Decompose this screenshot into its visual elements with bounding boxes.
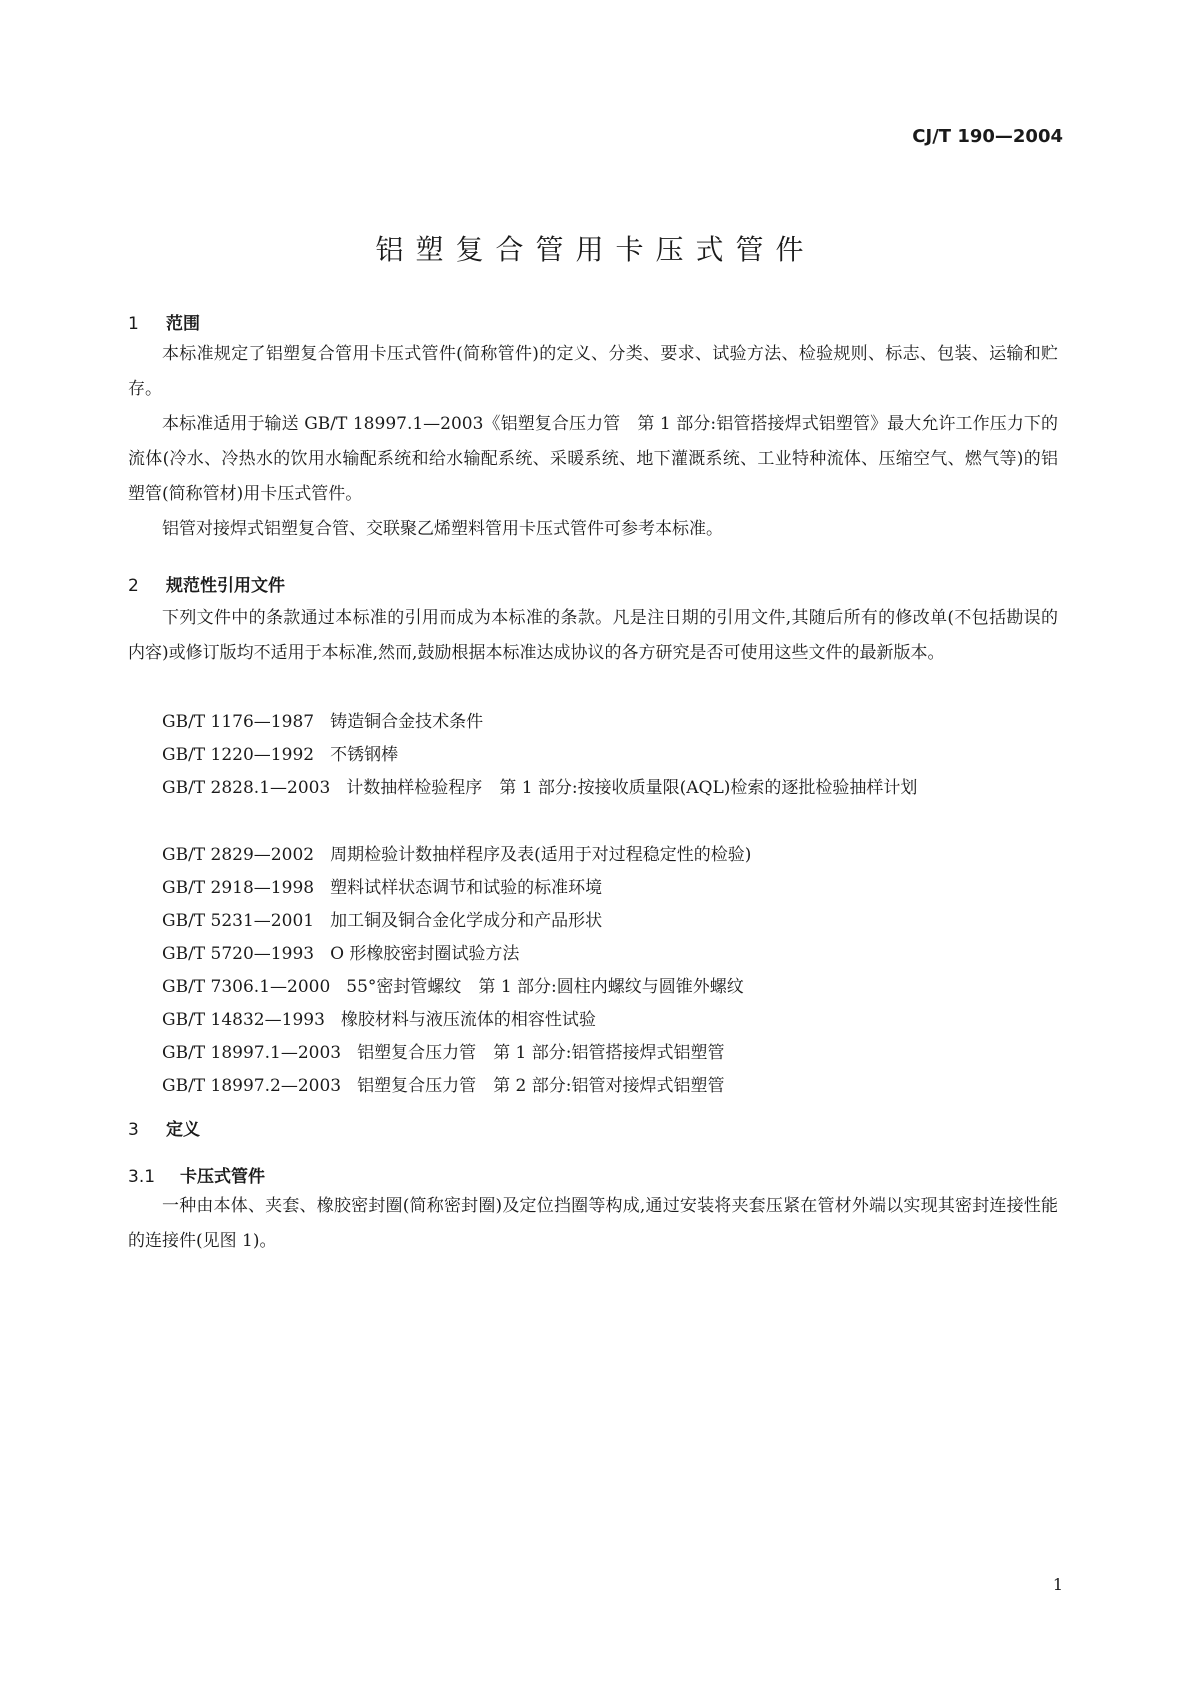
- reference-item: [128, 1036, 1058, 1071]
- paragraph: 本标准规定了铝塑复合管用卡压式管件(简称管件)的定义、分类、要求、试验方法、检验规则、标志、包装、运输和贮存。: [128, 344, 1058, 399]
- reference-title: O 形橡胶密封圈试验方法: [330, 944, 520, 964]
- reference-code: GB/T 14832—1993: [162, 1010, 325, 1030]
- reference-code: GB/T 5231—2001: [162, 911, 315, 931]
- section-number: 1: [128, 314, 139, 334]
- paragraph: 本标准适用于输送 GB/T 18997.1—2003《铝塑复合压力管 第 1 部分:铝管搭接焊式铝塑管》最大允许工作压力下的流体(冷水、冷热水的饮用水输配系统和给水输配系统、采暖系统、地下灌溉系统、工业特种流体、压缩空气、燃气等)的铝塑管(简称管材)用卡压式管件。: [128, 414, 1058, 504]
- reference-item: [128, 937, 1058, 972]
- section-title: 范围: [166, 314, 200, 334]
- reference-code: GB/T 18997.2—2003: [162, 1076, 342, 1096]
- subsection-3-1-heading: [128, 1162, 265, 1187]
- reference-code: GB/T 18997.1—2003: [162, 1043, 342, 1063]
- reference-item: [128, 1069, 1058, 1104]
- reference-title: 计数抽样检验程序 第 1 部分:按接收质量限(AQL)检索的逐批检验抽样计划: [346, 778, 918, 798]
- section-number: 2: [128, 576, 139, 596]
- reference-code: GB/T 2918—1998: [162, 878, 315, 898]
- paragraph: 下列文件中的条款通过本标准的引用而成为本标准的条款。凡是注日期的引用文件,其随后所有的修改单(不包括勘误的内容)或修订版均不适用于本标准,然而,鼓励根据本标准达成协议的各方研究是否可使用这些文件的最新版本。: [128, 608, 1058, 663]
- reference-code: GB/T 7306.1—2000: [162, 977, 331, 997]
- section-2-heading: [128, 571, 285, 596]
- reference-title: 橡胶材料与液压流体的相容性试验: [340, 1010, 596, 1030]
- standard-code: CJ/T 190—2004: [912, 126, 1063, 147]
- reference-item: [128, 838, 1058, 873]
- reference-item: [128, 970, 1058, 1005]
- reference-title: 55°密封管螺纹 第 1 部分:圆柱内螺纹与圆锥外螺纹: [346, 977, 744, 997]
- section-title: 定义: [166, 1120, 200, 1140]
- reference-item: [128, 871, 1058, 906]
- reference-title: 铝塑复合压力管 第 1 部分:铝管搭接焊式铝塑管: [357, 1043, 725, 1063]
- reference-code: GB/T 1220—1992: [162, 745, 315, 765]
- reference-title: 铸造铜合金技术条件: [330, 712, 484, 732]
- reference-item: [128, 771, 1058, 806]
- paragraph: 一种由本体、夹套、橡胶密封圈(简称密封圈)及定位挡圈等构成,通过安装将夹套压紧在管材外端以实现其密封连接性能的连接件(见图 1)。: [128, 1196, 1058, 1251]
- section-1-heading: [128, 309, 200, 334]
- reference-title: 不锈钢棒: [330, 745, 399, 765]
- reference-title: 铝塑复合压力管 第 2 部分:铝管对接焊式铝塑管: [357, 1076, 725, 1096]
- reference-item: [128, 705, 1058, 740]
- page-number: 1: [1052, 1575, 1063, 1594]
- section-title: 规范性引用文件: [166, 576, 285, 596]
- reference-title: 塑料试样状态调节和试验的标准环境: [330, 878, 603, 898]
- subsection-number: 3.1: [128, 1167, 156, 1187]
- reference-code: GB/T 5720—1993: [162, 944, 315, 964]
- reference-code: GB/T 1176—1987: [162, 712, 315, 732]
- subsection-title: 卡压式管件: [180, 1167, 265, 1187]
- section-number: 3: [128, 1120, 139, 1140]
- reference-code: GB/T 2828.1—2003: [162, 778, 331, 798]
- reference-item: [128, 904, 1058, 939]
- document-title: 铝塑复合管用卡压式管件: [375, 233, 816, 266]
- reference-title: 加工铜及铜合金化学成分和产品形状: [330, 911, 603, 931]
- reference-code: GB/T 2829—2002: [162, 845, 315, 865]
- reference-title: 周期检验计数抽样程序及表(适用于对过程稳定性的检验): [330, 845, 752, 865]
- reference-item: [128, 1003, 1058, 1038]
- paragraph: 铝管对接焊式铝塑复合管、交联聚乙烯塑料管用卡压式管件可参考本标准。: [162, 519, 723, 539]
- section-3-heading: [128, 1115, 200, 1140]
- reference-item: [128, 738, 1058, 773]
